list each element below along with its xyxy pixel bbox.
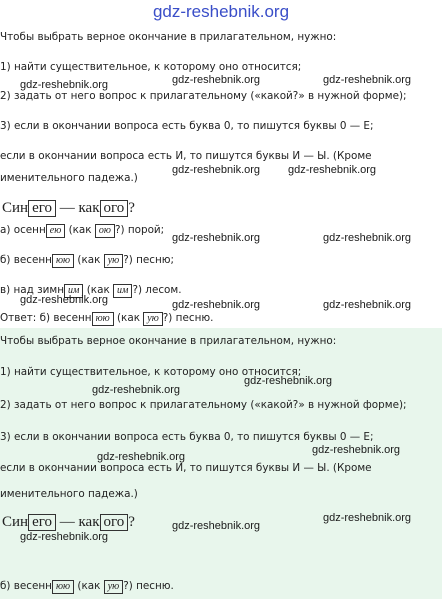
example-b-question: (как [77,580,101,592]
example-a-ending: ею [46,224,66,238]
formula-dash: — как [59,200,100,216]
ending-formula [2,512,135,532]
example-a-noun: ?) порой; [114,224,165,236]
intro-text: Чтобы выбрать верное окончание в прилагательном, нужно: [0,31,337,43]
example-b-word: б) весенн [0,580,52,592]
step-3-cont: если в окончании вопроса есть И, то пишутся буквы И — Ы. (Кроме [0,150,372,162]
formula-question-ending-box: ого [100,514,129,531]
example-c-ending: им [64,284,83,298]
watermark: gdz-reshebnik.org [323,74,412,86]
watermark: gdz-reshebnik.org [172,232,261,244]
step-2: 2) задать от него вопрос к прилагательному («какой?» в нужной форме); [0,399,407,411]
solution-panel-top [0,26,442,328]
step-3-cont2: именительного падежа.) [0,172,138,184]
answer-line [0,311,213,326]
example-a-question: (как [68,224,92,236]
step-3-cont: если в окончании вопроса есть И, то пишутся буквы И — Ы. (Кроме [0,462,372,474]
formula-question-mark: ? [128,200,135,216]
watermark: gdz-reshebnik.org [20,531,109,543]
step-3: 3) если в окончании вопроса есть буква 0, то пишутся буквы 0 — Е; [0,120,374,132]
watermark: gdz-reshebnik.org [172,74,261,86]
watermark: gdz-reshebnik.org [244,375,333,387]
example-b [0,253,174,268]
example-b-noun: ?) песню; [123,254,175,266]
watermark: gdz-reshebnik.org [20,79,109,91]
example-b-ending: юю [52,254,74,268]
example-c-word: в) над зимн [0,284,65,296]
example-b-question-ending: ую [104,580,124,594]
watermark: gdz-reshebnik.org [323,232,412,244]
formula-ending-box: его [28,514,56,531]
watermark: gdz-reshebnik.org [97,451,186,463]
answer-word: Ответ: б) весенн [0,312,92,324]
watermark: gdz-reshebnik.org [323,512,412,524]
answer-question-ending: ую [143,312,163,326]
answer-question: (как [117,312,140,324]
ending-formula [2,198,135,218]
example-c-question: (как [86,284,110,296]
watermark: gdz-reshebnik.org [312,444,401,456]
step-1: 1) найти существительное, к которому оно относится; [0,366,302,378]
solution-panel-bottom [0,328,442,599]
example-b [0,579,174,594]
formula-question-mark: ? [128,514,135,530]
example-c-question-ending: им [113,284,132,298]
example-b-noun: ?) песню. [123,580,174,592]
example-a-word: а) осенн [0,224,46,236]
formula-question-ending-box: ого [100,200,129,217]
site-header: gdz-reshebnik.org [152,2,290,21]
formula-stem: Син [2,200,29,216]
watermark: gdz-reshebnik.org [20,294,109,306]
formula-ending-box: его [28,200,56,217]
watermark: gdz-reshebnik.org [172,164,261,176]
example-b-question-ending: ую [104,254,124,268]
watermark: gdz-reshebnik.org [323,299,412,311]
formula-dash: — как [59,514,100,530]
answer-ending: юю [92,312,114,326]
example-c-noun: ?) лесом. [132,284,182,296]
watermark: gdz-reshebnik.org [92,384,181,396]
example-a-question-ending: ою [95,224,115,238]
step-3-cont2: именительного падежа.) [0,488,138,500]
step-1: 1) найти существительное, к которому оно относится; [0,61,302,73]
watermark: gdz-reshebnik.org [288,164,377,176]
example-b-question: (как [77,254,101,266]
formula-stem: Син [2,514,29,530]
example-b-ending: юю [52,580,74,594]
answer-noun: ?) песню. [162,312,214,324]
step-3: 3) если в окончании вопроса есть буква 0, то пишутся буквы 0 — Е; [0,431,374,443]
watermark: gdz-reshebnik.org [172,299,261,311]
step-2: 2) задать от него вопрос к прилагательному («какой?» в нужной форме); [0,90,407,102]
example-a [0,223,164,238]
example-b-word: б) весенн [0,254,52,266]
watermark: gdz-reshebnik.org [172,520,261,532]
intro-text: Чтобы выбрать верное окончание в прилагательном, нужно: [0,335,337,347]
